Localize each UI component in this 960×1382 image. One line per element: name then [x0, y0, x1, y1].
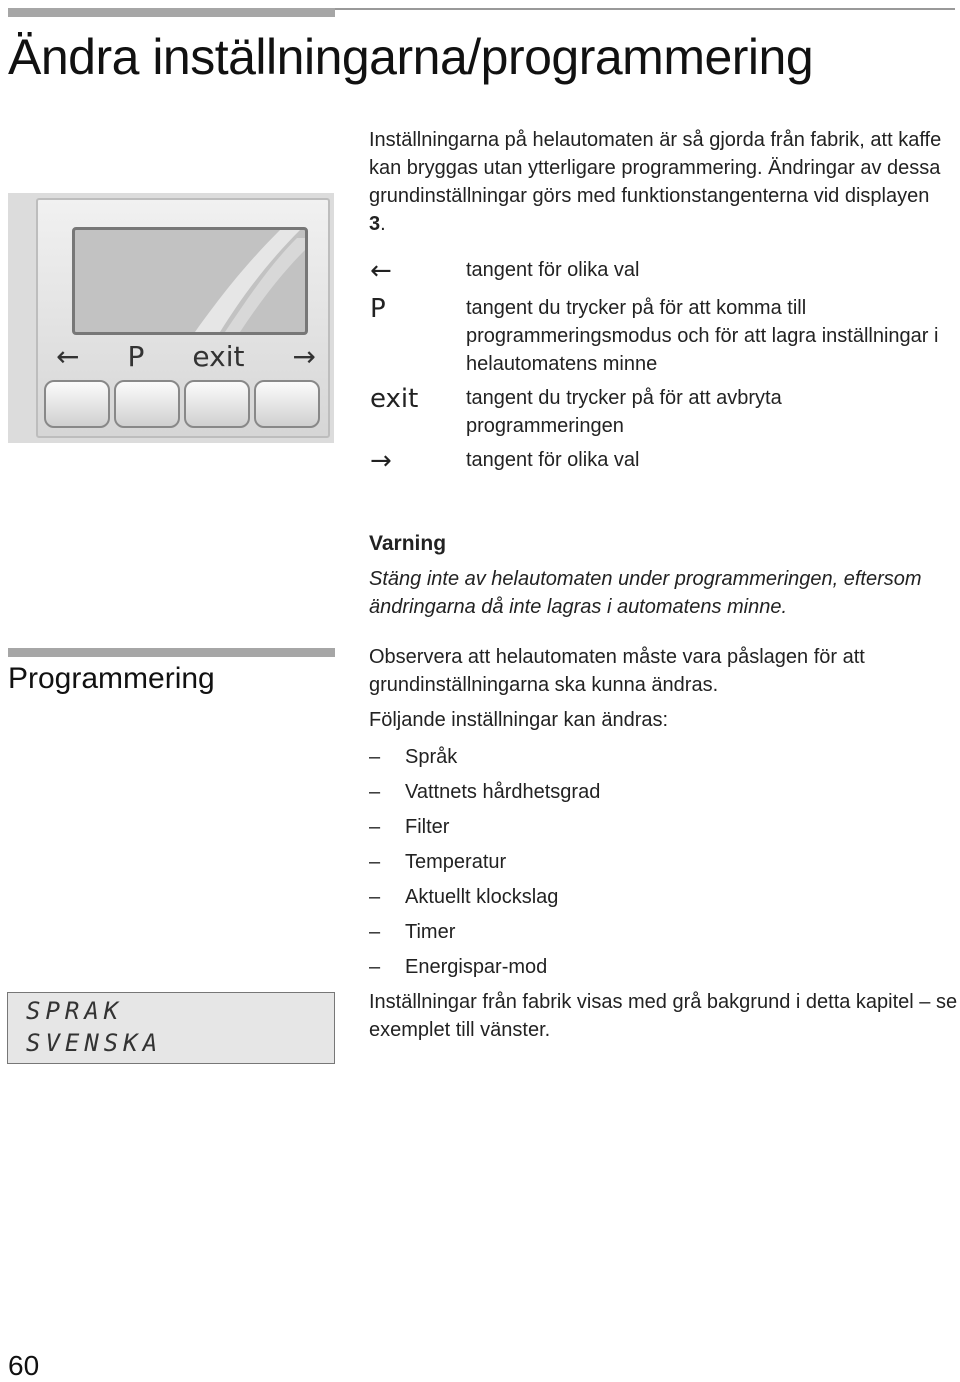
page-number: 60 [8, 1350, 40, 1381]
page-title: Ändra inställningarna/programmering [8, 29, 814, 85]
list-dash: – [369, 921, 381, 943]
panel-buttons [44, 380, 320, 428]
list-item-label: Timer [405, 921, 456, 943]
list-item-label: Filter [405, 816, 450, 838]
legend-key-exit: exit [370, 384, 419, 414]
panel-key-labels [56, 336, 316, 376]
warning-title: Varning [369, 532, 447, 555]
list-item [369, 845, 600, 880]
legend-key-p: P [370, 294, 386, 324]
list-dash: – [369, 851, 381, 873]
lcd-line-1: SPRAK [26, 997, 124, 1025]
intro-period: . [380, 213, 386, 235]
control-panel-frame [36, 198, 330, 438]
list-dash: – [369, 956, 381, 978]
following-settings-intro: Följande inställningar kan ändras: [369, 709, 669, 731]
header-bar-gray [8, 8, 335, 17]
list-dash: – [369, 746, 381, 768]
display-screen [72, 227, 308, 335]
legend-description: tangent du trycker på för att avbryta programmeringen [466, 387, 782, 437]
list-item [369, 950, 600, 985]
factory-settings-note: Inställningar från fabrik visas med grå bakgrund i detta kapitel – se exemplet till vänster. [369, 991, 958, 1041]
observe-paragraph: Observera att helautomaten måste vara påslagen för att grundinställningarna ska kunna ändras. [369, 646, 865, 696]
list-dash: – [369, 886, 381, 908]
legend-row-exit [370, 384, 950, 440]
legend-description: tangent du trycker på för att komma till programmeringsmodus och för att lagra inställningar i helautomatens minne [466, 297, 939, 375]
warning-text: Stäng inte av helautomaten under programmeringen, eftersom ändringarna då inte lagras i automatens minne. [369, 568, 922, 618]
legend-description: tangent för olika val [466, 259, 640, 281]
list-item-label: Aktuellt klockslag [405, 886, 559, 908]
intro-text: Inställningarna på helautomaten är så gjorda från fabrik, att kaffe kan bryggas utan ytterligare programmering. Ändringar av dessa grundinställningar görs med funktionstangenterna vid displayen [369, 129, 942, 207]
screen-reflection-graphic [75, 230, 305, 332]
lcd-line-2: SVENSKA [26, 1029, 163, 1057]
legend-row-left-arrow [370, 256, 950, 286]
list-item [369, 740, 600, 775]
p-key-button[interactable] [114, 380, 180, 428]
left-arrow-icon: ← [370, 256, 392, 286]
panel-label-exit: exit [192, 339, 245, 373]
panel-label-p: P [127, 339, 145, 373]
list-dash: – [369, 781, 381, 803]
right-arrow-icon: → [292, 339, 316, 373]
legend-row-p [370, 294, 950, 378]
left-key-button[interactable] [44, 380, 110, 428]
left-arrow-icon: ← [56, 339, 80, 373]
right-key-button[interactable] [254, 380, 320, 428]
key-legend [370, 256, 950, 482]
intro-paragraph [369, 126, 949, 238]
list-item-label: Energispar-mod [405, 956, 548, 978]
lcd-display-example [7, 992, 335, 1064]
list-item-label: Temperatur [405, 851, 507, 873]
legend-row-right-arrow [370, 446, 950, 476]
section-heading: Programmering [8, 662, 215, 695]
header-rule [335, 8, 955, 10]
exit-key-button[interactable] [184, 380, 250, 428]
list-item-label: Språk [405, 746, 458, 768]
legend-description: tangent för olika val [466, 449, 640, 471]
control-panel-illustration [8, 193, 334, 443]
right-arrow-icon: → [370, 446, 392, 476]
list-item [369, 810, 600, 845]
list-dash: – [369, 816, 381, 838]
list-item [369, 775, 600, 810]
settings-list [369, 740, 600, 985]
list-item [369, 915, 600, 950]
list-item-label: Vattnets hårdhetsgrad [405, 781, 601, 803]
intro-reference-number: 3 [369, 213, 381, 235]
section-bar [8, 648, 335, 657]
list-item [369, 880, 600, 915]
